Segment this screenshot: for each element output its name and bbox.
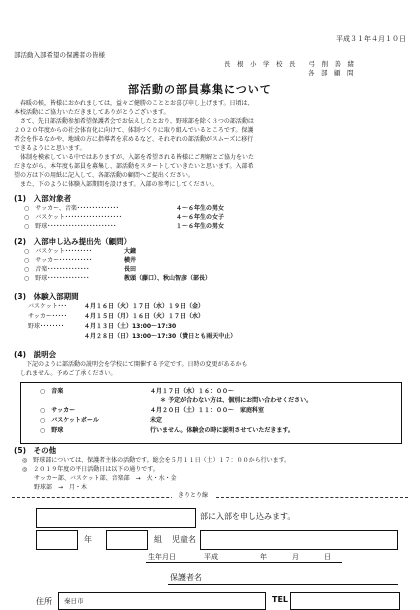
s2-row-name: ○ バスケット･････････ (24, 248, 92, 255)
s2-row-teacher: 大鐘 (124, 248, 137, 255)
date: 平成３１年４月１０日 (336, 35, 406, 43)
s5-line: ◎ ２０１９年度の平日活動日は以下の通りです。 (22, 466, 159, 473)
s3-row-period: ４月２８日（日）13:00～17:30（貴日とも雨天中止） (84, 333, 237, 340)
child-name-label: 児童名 (172, 535, 196, 544)
s2-row-teacher: 教頭（藤口）、秋山智彦（部長） (124, 275, 212, 282)
s2-row-name: ○ 野球･･････････････ (24, 275, 90, 282)
address-value: 秦日市 (64, 597, 84, 605)
s4-text: 下記のように部活動の説明会を学校にて開催する予定です。日時の変更があるかも (20, 361, 248, 368)
s1-row-target: ４～６年生の男女 (176, 205, 225, 212)
address-label: 住所 (36, 597, 52, 606)
s5-line: 野球部 → 月・木 (22, 484, 88, 491)
s1-row-target: １～６年生の男女 (176, 223, 225, 230)
s1-row-target: ４～６年生の女子 (176, 214, 225, 221)
s3-row-name: サッカー･････ (28, 313, 67, 320)
intro-line: また、下のように体験入部期間を設けます。入部の参考にしてください。 (14, 181, 218, 188)
address-field[interactable] (58, 592, 266, 610)
cut-line-label: きりとり線 (172, 493, 214, 499)
intro-line: できるようにと思います。 (14, 145, 86, 152)
birthdate-day-label: 日 (324, 553, 331, 561)
guardian-label: 保護者名 (170, 573, 202, 582)
s3-row-period: ４月１３日（土）13:00～17:30 (84, 323, 177, 330)
s3-row-name: バスケット･･･ (28, 303, 67, 310)
intro-line: 体制を模索している中ではありますが、入部を希望される皆様にご理解とご協力をいた (14, 154, 255, 161)
section-4-heading: (4) 説明会 (14, 350, 57, 359)
s2-row-teacher: 横井 (124, 257, 137, 264)
club-name-field[interactable] (36, 508, 196, 528)
section-3-heading: (3) 体験入部期間 (14, 292, 79, 301)
s4-row-detail: 行いません。体験会の時に説明させていただきます。 (150, 427, 294, 434)
class-label: 組 (154, 535, 162, 544)
sender-advisors: 各 部 顧 問 (308, 69, 354, 77)
birthdate-label: 生年月日 (148, 553, 176, 561)
intro-line: だきながら、本年度も部員を募集し、部活動をスタートしていきたいと思います。入部希 (14, 163, 254, 170)
s1-row-name: ○ 野球･･･････････････････････ (24, 223, 117, 230)
s4-row-name: ○ 音楽 (40, 388, 64, 395)
s4-text: しれません。予めご了承ください。 (20, 370, 117, 377)
s4-row-detail: ４月２０日（土）１１：００～ 家庭科室 (150, 407, 265, 414)
birthdate-year-label: 年 (260, 553, 267, 561)
phone-field[interactable] (290, 592, 400, 610)
section-2-heading: (2) 入部申し込み提出先（顧問） (14, 237, 132, 246)
grade-field[interactable] (36, 530, 78, 550)
intro-line: 望の方は下の用紙に記入して、各部活動の顧問へご提出ください。 (14, 172, 194, 179)
s1-row-name: ○ バスケット･･･････････････････ (24, 214, 122, 221)
s4-row-name: ○ 野球 (40, 427, 64, 434)
s3-row-period: ４月１５日（月）１６日（火）１７日（水） (84, 313, 205, 320)
s4-row-detail: ＊ 予定が合わない方は、個別にお問い合わせください。 (160, 397, 313, 404)
grade-label: 年 (84, 535, 92, 544)
section-1-heading: (1) 入部対象者 (14, 194, 72, 203)
phone-label: TEL (272, 595, 289, 604)
intro-line: 本校活動にご協力いただきましてありがとうございます。 (14, 109, 170, 116)
s4-row-name: ○ サッカー (40, 407, 76, 414)
birthdate-underline[interactable] (146, 562, 342, 563)
addressee: 部活動入部希望の保護者の皆様 (14, 51, 105, 59)
s3-row-name: 野球････････ (28, 323, 65, 330)
sender-principal: 長 根 小 学 校 長 弓 削 善 緒 (224, 60, 354, 68)
s4-row-detail: 未定 (150, 417, 163, 424)
s2-row-name: ○ サッカー･･･････････ (24, 257, 93, 264)
intro-line: 春暖の候，皆様におかれましては，益々ご健勝のこととお喜び申し上げます。日頃は、 (14, 100, 254, 107)
s5-line: ◎ 野球部については、保護者主体の活動です。総会を５月１１日（土）１７：００から行います。 (22, 457, 291, 464)
s2-row-name: ○ 音楽･･････････････ (24, 266, 90, 273)
s4-row-detail: ４月１７日（水）１６：００～ (150, 388, 235, 395)
intro-line: ２０２０年度からの社会体育化に向けて、体制づくりに取り組んでいるところです。保護 (14, 127, 254, 134)
guardian-name-field[interactable] (168, 584, 398, 585)
intro-line: さて、先日部活動参加希望保護者会でお伝えしたとおり、野球部を除く３つの部活動は (14, 118, 254, 125)
s5-line: サッカー部、バスケット部、音楽部 → 火・水・金 (22, 475, 177, 482)
class-field[interactable] (106, 530, 148, 550)
s3-row-period: ４月１６日（火）１７日（水）１９日（金） (84, 303, 205, 310)
s1-row-name: ○ サッカー、音楽･･････････････ (24, 205, 119, 212)
intro-line: 者会を作るなかや、地域の方に指導者を求めるなど、それぞれの部活動がスムーズに移行 (14, 136, 254, 143)
section-5-heading: (5) その他 (14, 446, 57, 455)
club-suffix-text: 部に入部を申し込みます。 (200, 512, 296, 521)
birthdate-month-label: 月 (292, 553, 299, 561)
s4-row-name: ○ バスケットボール (40, 417, 99, 424)
birthdate-era: 平成 (204, 553, 218, 561)
s2-row-teacher: 長田 (124, 266, 137, 273)
page-title: 部活動の部員募集について (128, 83, 272, 96)
child-name-field[interactable] (200, 530, 398, 550)
